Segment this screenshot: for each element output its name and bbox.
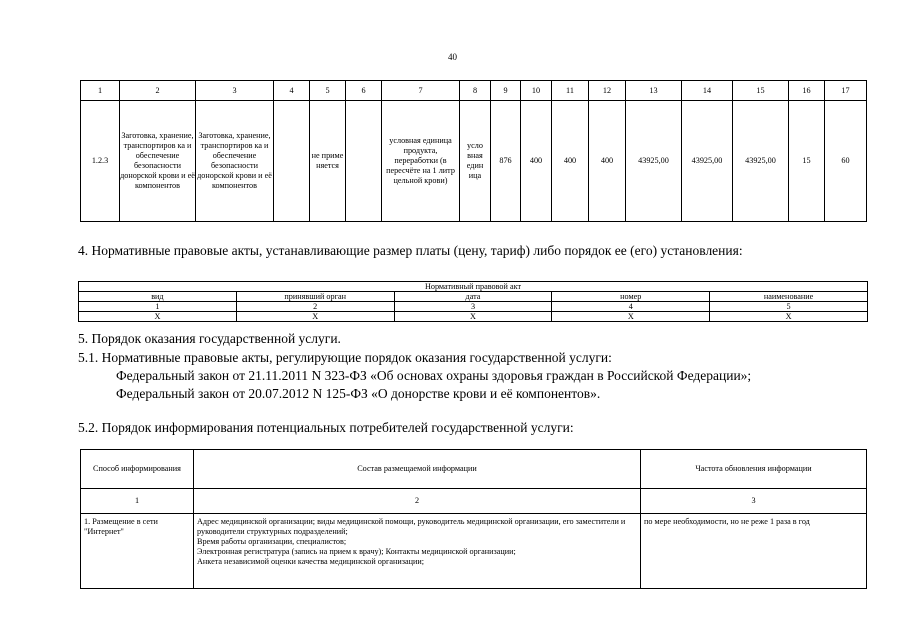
table-title-row	[79, 282, 868, 292]
header-cell: 17	[825, 81, 867, 101]
header-cell: 12	[589, 81, 626, 101]
pricing-acts-table	[78, 281, 868, 322]
services-volume-table	[80, 80, 867, 222]
table-cell: Х	[394, 312, 552, 322]
table-cell: по мере необходимости, но не реже 1 раза в год	[641, 514, 867, 589]
header-cell: Частота обновления информации	[641, 450, 867, 489]
table-cell: 15	[789, 101, 825, 222]
table-cell: 1	[79, 302, 237, 312]
table-cell: 5	[710, 302, 868, 312]
table-cell: Х	[710, 312, 868, 322]
table-cell: 43925,00	[626, 101, 682, 222]
header-cell: 15	[733, 81, 789, 101]
section-5-2-heading: 5.2. Порядок информирования потенциальных потребителей государственной услуги:	[78, 420, 574, 435]
header-cell: вид	[79, 292, 237, 302]
header-cell: 6	[346, 81, 382, 101]
header-cell: 3	[641, 489, 867, 514]
table-cell: 1.2.3	[81, 101, 120, 222]
table-cell: 400	[589, 101, 626, 222]
header-cell: 2	[194, 489, 641, 514]
header-cell: 10	[521, 81, 552, 101]
header-cell: 9	[491, 81, 521, 101]
header-cell: 7	[382, 81, 460, 101]
table-cell: 60	[825, 101, 867, 222]
table-cell	[346, 101, 382, 222]
table-cell: 1. Размещение в сети "Интернет"	[81, 514, 194, 589]
table-cell: условная единица продукта, переработки (в пересчёте на 1 литр цельной крови)	[382, 101, 460, 222]
header-cell: 4	[274, 81, 310, 101]
informing-table	[80, 449, 867, 589]
header-cell: номер	[552, 292, 710, 302]
header-cell: 2	[120, 81, 196, 101]
table-cell: усло вная един ица	[460, 101, 491, 222]
header-cell: 14	[682, 81, 733, 101]
table-cell: Х	[552, 312, 710, 322]
table-row	[81, 514, 867, 589]
table-cell: 2	[236, 302, 394, 312]
header-cell: принявший орган	[236, 292, 394, 302]
table-header-row	[81, 489, 867, 514]
table-header-row	[79, 292, 868, 302]
content-line: Анкета независимой оценки качества медицинской организации;	[197, 557, 425, 566]
table-header-row	[81, 81, 867, 101]
section-4-heading: 4. Нормативные правовые акты, устанавливающие размер платы (цену, тариф) либо порядок ее (его) установления:	[78, 243, 743, 258]
table-cell: Х	[236, 312, 394, 322]
table-cell	[274, 101, 310, 222]
header-cell: 11	[552, 81, 589, 101]
table-cell	[194, 514, 641, 589]
header-cell: 3	[196, 81, 274, 101]
section-5-1-heading: 5.1. Нормативные правовые акты, регулирующие порядок оказания государственной услуги:	[78, 350, 612, 365]
table-cell: 400	[521, 101, 552, 222]
table-title: Нормативный правовой акт	[79, 282, 868, 292]
table-cell: 4	[552, 302, 710, 312]
header-cell: Состав размещаемой информации	[194, 450, 641, 489]
header-cell: дата	[394, 292, 552, 302]
table-cell: 43925,00	[733, 101, 789, 222]
table-row	[79, 302, 868, 312]
table-cell: Заготовка, хранение, транспортиров ка и обеспечение безопасности донорской крови и её компонентов	[196, 101, 274, 222]
law-item: Федеральный закон от 21.11.2011 N 323-ФЗ «Об основах охраны здоровья граждан в Российской Федерации»;	[116, 368, 752, 383]
header-cell: 8	[460, 81, 491, 101]
header-cell: 16	[789, 81, 825, 101]
header-cell: наименование	[710, 292, 868, 302]
header-cell: 1	[81, 489, 194, 514]
content-line: Электронная регистратура (запись на прием к врачу); Контакты медицинской организации;	[197, 547, 516, 556]
page-number: 40	[448, 52, 457, 62]
law-item: Федеральный закон от 20.07.2012 N 125-ФЗ «О донорстве крови и её компонентов».	[116, 386, 601, 401]
table-row	[81, 101, 867, 222]
table-cell: 3	[394, 302, 552, 312]
header-cell: 5	[310, 81, 346, 101]
table-cell: 876	[491, 101, 521, 222]
header-cell: Способ информирования	[81, 450, 194, 489]
header-cell: 1	[81, 81, 120, 101]
table-cell: Х	[79, 312, 237, 322]
table-cell: не приме няется	[310, 101, 346, 222]
header-cell: 13	[626, 81, 682, 101]
table-cell: Заготовка, хранение, транспортиров ка и обеспечение безопасности донорской крови и её компонентов	[120, 101, 196, 222]
table-header-row	[81, 450, 867, 489]
section-5-heading: 5. Порядок оказания государственной услуги.	[78, 331, 341, 346]
table-cell: 400	[552, 101, 589, 222]
table-row	[79, 312, 868, 322]
content-line: Время работы организации, специалистов;	[197, 537, 347, 546]
table-cell: 43925,00	[682, 101, 733, 222]
content-line: Адрес медицинской организации; виды медицинской помощи, руководитель медицинской организации, его заместители и руководители структурных подразделений;	[197, 517, 626, 536]
